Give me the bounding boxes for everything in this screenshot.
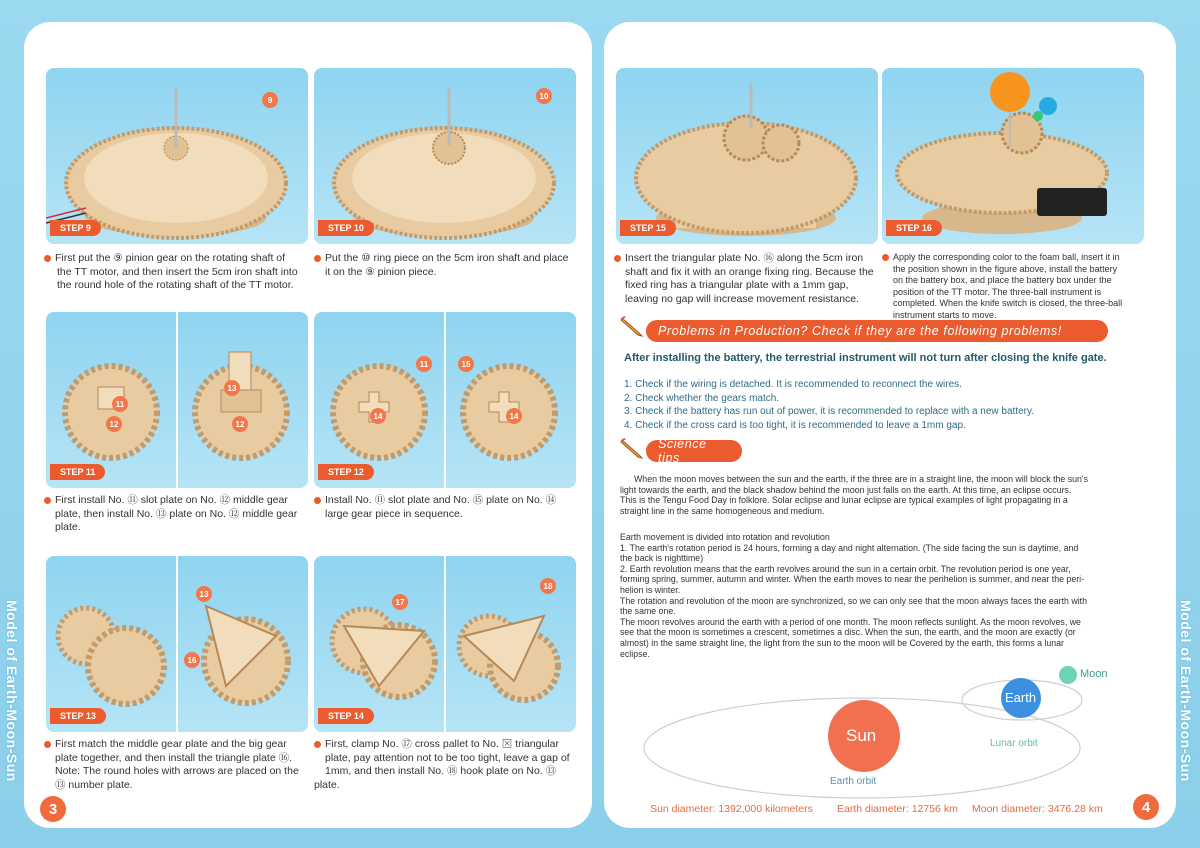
- step-13-caption: First match the middle gear plate and the big gear plate together, and then install the triangle plate ⑯. Note: The round holes with arrows are placed on the ⑬ number plate.: [44, 738, 314, 792]
- problem-heading: After installing the battery, the terrestrial instrument will not turn after closing the knife gate.: [624, 352, 1107, 364]
- part-callout: 14: [506, 408, 522, 424]
- step-badge: STEP 12: [318, 464, 374, 480]
- moon-diameter: Moon diameter: 3476.28 km: [972, 803, 1103, 815]
- part-callout: 18: [540, 578, 556, 594]
- part-callout: 11: [416, 356, 432, 372]
- step-10-caption: Put the ⑩ ring piece on the 5cm iron shaft and place it on the ⑨ pinion piece.: [314, 252, 584, 279]
- pencil-icon: [618, 312, 644, 338]
- science-paragraph-1: When the moon moves between the sun and the earth, if the three are in a straight line, the moon will block the sun's light towards the earth, and the black shadow behind the moon just falls on the earth. At this time, an eclipse occurs. This is the Tengu Food Day in folklore. Solar eclipse and lunar eclipse are typical examples of light propagating in a straight line in the same homogeneous and medium.: [620, 474, 1089, 516]
- part-callout: 13: [224, 380, 240, 396]
- earth-diameter: Earth diameter: 12756 km: [837, 803, 958, 815]
- step-badge: STEP 9: [50, 220, 101, 236]
- part-callout: 15: [458, 356, 474, 372]
- part-callout: 14: [370, 408, 386, 424]
- step-9-photo: [46, 68, 308, 244]
- science-tips-banner: Science tips: [646, 440, 742, 462]
- check-item: 4. Check if the cross card is too tight, it is recommended to leave a 1mm gap.: [624, 419, 966, 431]
- finished-model-illustration: [882, 68, 1144, 244]
- part-callout: 9: [262, 92, 278, 108]
- earth-label: Earth: [1005, 690, 1037, 705]
- step-badge: STEP 16: [886, 220, 942, 236]
- page-number-right: 4: [1133, 794, 1159, 820]
- sun-label: Sun: [846, 726, 877, 745]
- step-badge: STEP 10: [318, 220, 374, 236]
- step-12-photo: [314, 312, 576, 488]
- assembled-gears-illustration: [616, 68, 878, 244]
- check-list: [624, 378, 1144, 432]
- step-badge: STEP 14: [318, 708, 374, 724]
- part-callout: 12: [232, 416, 248, 432]
- side-title-right: Model of Earth-Moon-Sun: [1178, 600, 1194, 782]
- step-11-photo: [46, 312, 308, 488]
- page-number-left: 3: [40, 796, 66, 822]
- earth-orbit-label: Earth orbit: [830, 776, 877, 787]
- step-11-caption: First install No. ⑪ slot plate on No. ⑫ middle gear plate, then install No. ⑬ plate on No. ⑫ middle gear plate.: [44, 494, 314, 535]
- step-badge: STEP 13: [50, 708, 106, 724]
- part-callout: 16: [184, 652, 200, 668]
- part-callout: 12: [106, 416, 122, 432]
- part-callout: 11: [112, 396, 128, 412]
- moon-label: Moon: [1080, 668, 1108, 680]
- step-9-caption: First put the ⑨ pinion gear on the rotating shaft of the TT motor, and then insert the 5cm iron shaft into the round hole of the rotating shaft of the TT motor.: [44, 252, 314, 293]
- step-10-photo: [314, 68, 576, 244]
- step-16-caption: Apply the corresponding color to the foam ball, insert it in the position shown in the figure above, install the battery on the battery box, and place the battery box under the position of the TT motor. The three-ball instrument is completed. When the knife switch is closed, the three-ball instrument starts to move.: [882, 252, 1162, 321]
- step-badge: STEP 11: [50, 464, 105, 480]
- step-15-photo: [616, 68, 878, 244]
- check-item: 1. Check if the wiring is detached. It is recommended to reconnect the wires.: [624, 379, 962, 390]
- step-14-photo: [314, 556, 576, 732]
- check-item: 2. Check whether the gears match.: [624, 392, 780, 404]
- step-12-caption: Install No. ⑪ slot plate and No. ⑮ plate on No. ⑭ large gear piece in sequence.: [314, 494, 584, 521]
- sun-diameter: Sun diameter: 1392,000 kilometers: [650, 803, 813, 815]
- step-14-caption: First, clamp No. ⑰ cross pallet to No. ⊠ triangular plate, pay attention not to be too tight, leave a gap of 1mm, and then install No. ⑱ hook plate on No. ⑬ plate.: [314, 738, 570, 791]
- part-callout: 17: [392, 594, 408, 610]
- step-badge: STEP 15: [620, 220, 676, 236]
- step-15-caption: Insert the triangular plate No. ⑯ along the 5cm iron shaft and fix it with an orange fixing ring. Because the fixed ring has a triangular plate with a 1mm gap, leaving no gap will increase movement resistance.: [614, 252, 884, 306]
- check-item: 3. Check if the battery has run out of power, it is recommended to replace with a new battery.: [624, 406, 1035, 417]
- lunar-orbit-label: Lunar orbit: [990, 738, 1038, 749]
- step-13-photo: [46, 556, 308, 732]
- part-callout: 10: [536, 88, 552, 104]
- step-16-photo: [882, 68, 1144, 244]
- part-callout: 13: [196, 586, 212, 602]
- pencil-icon: [618, 434, 644, 460]
- side-title-left: Model of Earth-Moon-Sun: [4, 600, 20, 782]
- science-paragraph-2: Earth movement is divided into rotation and revolution 1. The earth's rotation period is 24 hours, forming a day and night alternation. (The side facing the sun is daytime, and the back is nighttime) 2. Earth revolution means that the earth revolves around the sun in a certain orbit. The revolution period is one year, forming spring, summer, autumn and winter. When the earth moves to near the perihelion is summer, and near the peri- helion is winter. The rotation and revolution of the moon are synchronized, so we can only see that the moon always faces the earth with the same one. The moon revolves around the earth with a period of one month. The moon reflects sunlight. As the moon revolves, we see that the moon is sometimes a crescent, sometimes a disc. When the sun, the earth, and the moon are exactly (or almost) in the same straight line, the light from the sun to the moon will be Covered by the earth, this forms a lunar eclipse.: [620, 532, 1087, 659]
- problems-banner: Problems in Production? Check if they are the following problems!: [646, 320, 1108, 342]
